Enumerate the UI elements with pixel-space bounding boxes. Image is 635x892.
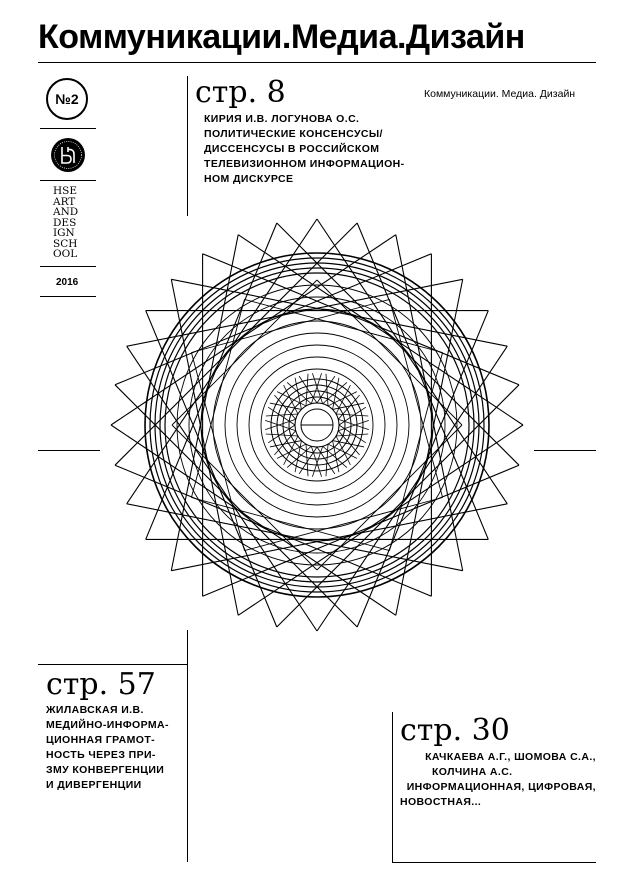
article-authors: ЖИЛАВСКАЯ И.В.	[46, 704, 144, 716]
geometric-mandala-icon	[89, 197, 545, 653]
article-text: КИРИЯ И.В. ЛОГУНОВА О.С. ПОЛИТИЧЕСКИЕ КОНСЕНСУСЫ/ ДИССЕНСУСЫ В РОССИЙСКОМ ТЕЛЕВИЗИОННОМ ИНФОРМАЦИОН- НОМ ДИСКУРСЕ	[204, 113, 405, 185]
article-authors: КИРИЯ И.В. ЛОГУНОВА О.С.	[204, 113, 360, 125]
article-text: ЖИЛАВСКАЯ И.В. МЕДИЙНО-ИНФОРМА- ЦИОННАЯ ГРАМОТ- НОСТЬ ЧЕРЕЗ ПРИ- ЗМУ КОНВЕРГЕНЦИИ И ДИВЕРГЕНЦИИ	[46, 704, 169, 791]
sidebar-rule	[40, 180, 96, 181]
hse-university-logo-icon	[50, 137, 86, 173]
article-rule	[38, 664, 188, 665]
sidebar-rule	[40, 266, 96, 267]
sidebar-rule	[40, 128, 96, 129]
article-text: КАЧКАЕВА А.Г., ШОМОВА С.А., КОЛЧИНА А.С. ИНФОРМАЦИОННАЯ, ЦИФРОВАЯ, НОВОСТНАЯ...	[400, 751, 596, 808]
article-page: стр. 57	[46, 667, 156, 702]
journal-name: Коммуникации. Медиа. Дизайн	[424, 88, 576, 100]
sidebar-rule	[40, 296, 96, 297]
article-page: стр. 8	[195, 75, 286, 110]
article-authors: КАЧКАЕВА А.Г., ШОМОВА С.А.,	[425, 751, 596, 763]
school-wordmark: HSE ART AND DES IGN SCH OOL	[53, 185, 79, 260]
article-page: стр. 30	[400, 713, 510, 748]
article-divider	[187, 76, 188, 216]
journal-title: Коммуникации.Медиа.Дизайн	[38, 18, 525, 56]
title-rule	[38, 62, 596, 63]
issue-year: 2016	[56, 277, 79, 288]
article-divider	[392, 712, 393, 862]
issue-number: №2	[46, 78, 88, 120]
bottom-rule	[392, 862, 596, 863]
